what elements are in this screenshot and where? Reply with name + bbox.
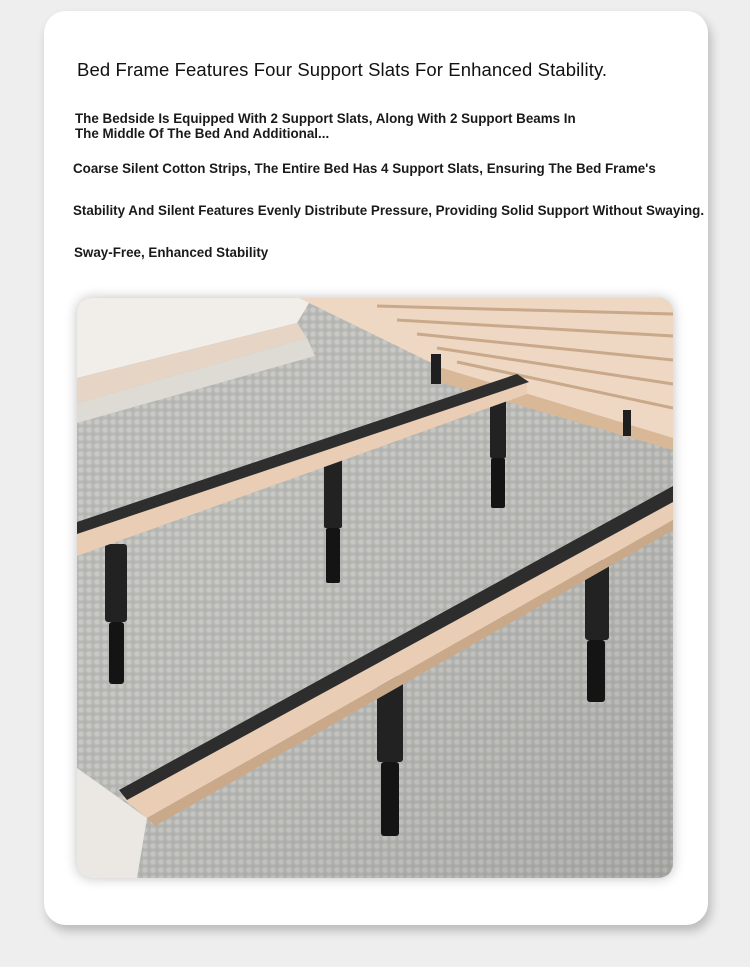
leg-middle-2	[324, 458, 342, 583]
feature-paragraph-2: Coarse Silent Cotton Strips, The Entire Bed Has 4 Support Slats, Ensuring The Bed Frame's	[73, 161, 656, 176]
feature-paragraph-1-text: The Bedside Is Equipped With 2 Support Slats, Along With 2 Support Beams In The Middle Of The Bed And Additional...	[75, 111, 576, 141]
leg-back-2	[623, 410, 631, 436]
feature-paragraph-3: Stability And Silent Features Evenly Distribute Pressure, Providing Solid Support Without Swaying.	[73, 203, 705, 218]
feature-paragraph-1	[75, 111, 595, 141]
feature-paragraph-4: Sway-Free, Enhanced Stability	[74, 245, 269, 260]
leg-middle-1	[490, 390, 506, 508]
leg-back-1	[431, 354, 441, 384]
feature-heading: Bed Frame Features Four Support Slats For Enhanced Stability.	[77, 59, 608, 80]
bed-frame-illustration	[77, 298, 673, 878]
bed-frame-photo	[77, 298, 673, 878]
product-feature-card	[44, 11, 708, 925]
